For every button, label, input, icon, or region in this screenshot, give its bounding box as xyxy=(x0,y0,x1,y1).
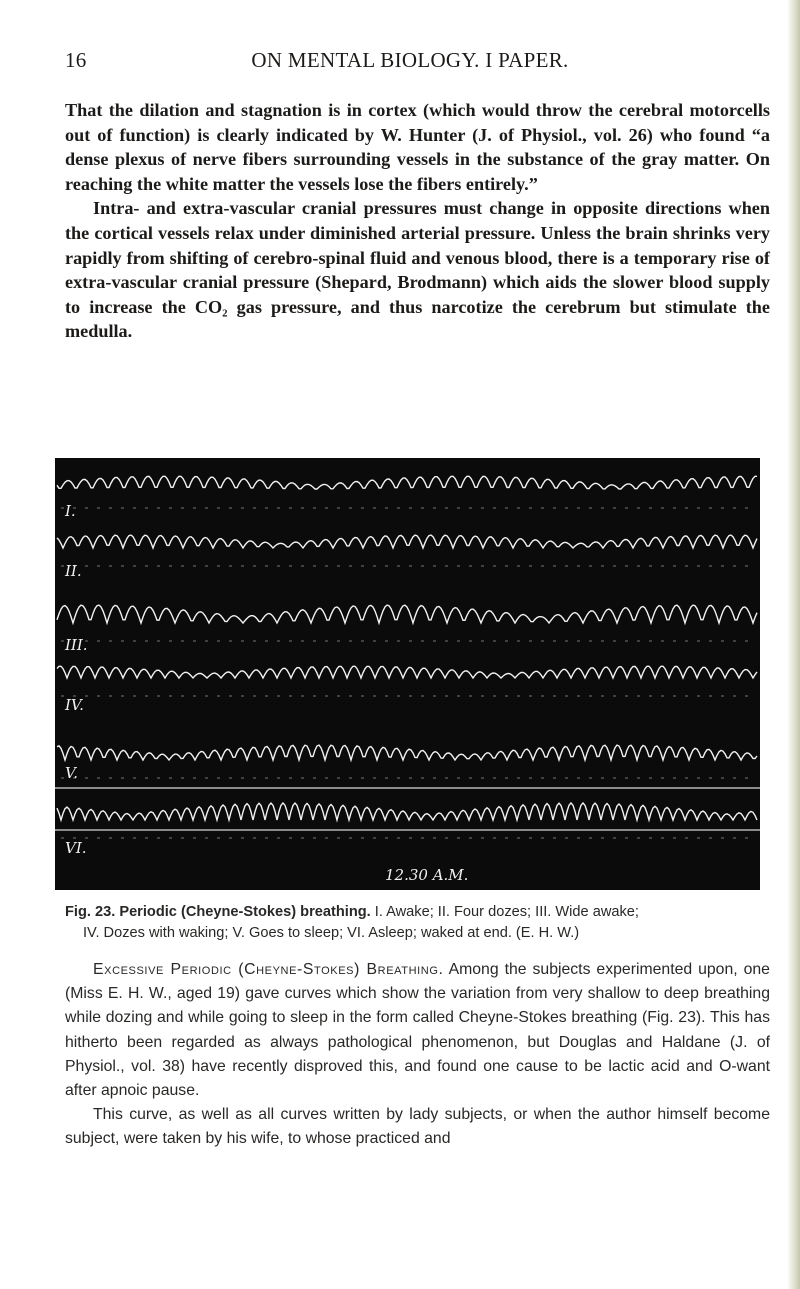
time-note: 12.30 A.M. xyxy=(385,866,469,884)
panel-label-3: III. xyxy=(65,636,88,654)
paragraph-hunter: That the dilation and stagnation is in cortex (which would throw the cerebral motorcells out of function) is clearly indicated by W. Hunter (J. of Physiol., vol. 26) who found “a dense plexus of nerve fibers surrounding vessels in the substance of the gray matter. On reaching the white matter the vessels lose the fibers entirely.” xyxy=(65,100,770,194)
caption-line1: I. Awake; II. Four dozes; III. Wide awake; xyxy=(374,904,639,920)
paragraph-cranial-pressure: Intra- and extra-vascular cranial pressures must change in opposite directions when the cortical vessels relax under diminished arterial pressure. Unless the brain shrinks very rapidly from shifting of cerebro-spinal fluid and venous blood, there is a temporary rise of extra-vascular cranial pressure (Shepard, Brodmann) which aids the slower blood supply to increase the CO₂ gas pressure, and thus narcotize the cerebrum but stimulate the medulla. xyxy=(65,198,770,342)
kymograph-image xyxy=(55,458,760,890)
figure-23-kymograph xyxy=(55,458,760,890)
paragraph-excessive-breathing xyxy=(65,958,770,1103)
section-heading: Excessive Periodic (Cheyne-Stokes) Breathing. xyxy=(93,961,444,978)
figure-caption xyxy=(65,902,770,944)
page-number: 16 xyxy=(65,48,87,72)
panel-label-4: IV. xyxy=(65,696,84,714)
paragraph-curve-note: This curve, as well as all curves written by lady subjects, or when the author himself become subject, were taken by his wife, to whose practiced and xyxy=(65,1106,770,1148)
caption-line2: IV. Dozes with waking; V. Goes to sleep; VI. Asleep; waked at end. (E. H. W.) xyxy=(83,925,580,941)
panel-label-1: I. xyxy=(65,502,76,520)
caption-lead: Fig. 23. Periodic (Cheyne-Stokes) breathing. xyxy=(65,904,371,920)
page-edge-shadow xyxy=(788,0,800,1289)
paragraph-excessive-body: Among the subjects experimented upon, one (Miss E. H. W., aged 19) gave curves which show the variation from very shallow to deep breathing while dozing and while going to sleep in the form called Cheyne-Stokes breathing (Fig. 23). This has hitherto been regarded as always pathological phenomenon, but Douglas and Haldane (J. of Physiol., vol. 38) have recently disproved this, and found one cause to be lactic acid and O-want after apnoic pause. xyxy=(65,961,770,1100)
panel-label-6: VI. xyxy=(65,839,87,857)
top-body-text xyxy=(65,98,770,344)
bottom-body-text xyxy=(65,958,770,1152)
running-title: ON MENTAL BIOLOGY. I PAPER. xyxy=(251,48,569,72)
panel-label-5: V. xyxy=(65,764,78,782)
panel-label-2: II. xyxy=(65,562,82,580)
kymograph-background xyxy=(55,458,760,890)
running-header xyxy=(65,48,755,78)
